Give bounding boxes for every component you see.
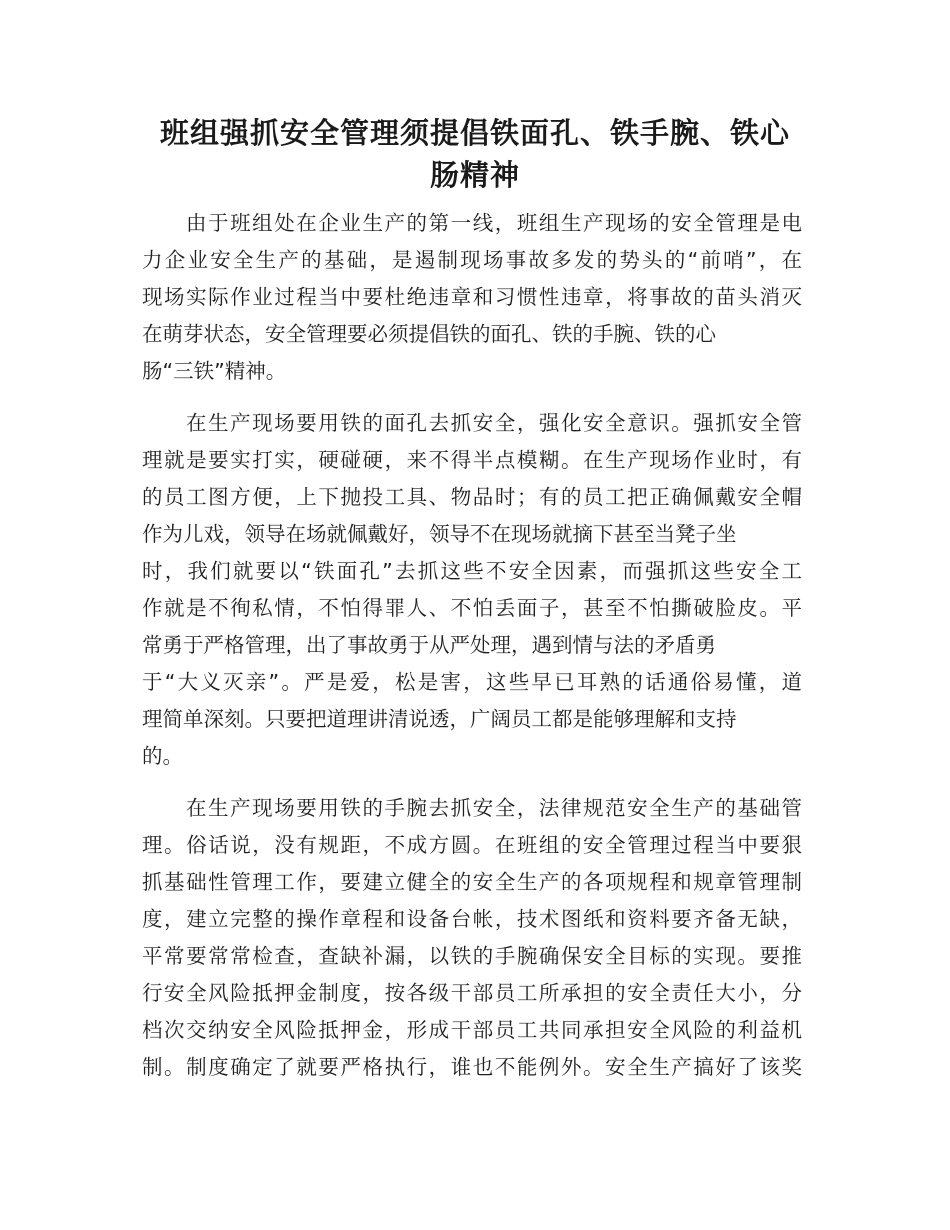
paragraph-line: 肠“三铁”精神。 (142, 359, 287, 383)
paragraph-line: 平常要常常检查，查缺补漏，以铁的手腕确保安全目标的实现。要推 (142, 944, 802, 968)
paragraph-line: 在生产现场要用铁的手腕去抓安全，法律规范安全生产的基础管 (186, 796, 802, 820)
paragraph-line: 时，我们就要以“铁面孔”去抓这些不安全因素，而强抓这些安全工 (142, 559, 802, 583)
document-title-line-1: 班组强抓安全管理须提倡铁面孔、铁手腕、铁心 (159, 116, 790, 150)
paragraph-line: 档次交纳安全风险抵押金，形成干部员工共同承担安全风险的利益机 (142, 1018, 802, 1042)
document-title-line-2: 肠精神 (429, 158, 520, 192)
paragraph-line: 度，建立完整的操作章程和设备台帐，技术图纸和资料要齐备无缺， (142, 907, 802, 931)
paragraph-line: 常勇于严格管理，出了事故勇于从严处理，遇到情与法的矛盾勇 (142, 633, 716, 657)
paragraph-line: 制。制度确定了就要严格执行，谁也不能例外。安全生产搞好了该奖 (142, 1055, 802, 1079)
paragraph-line: 在生产现场要用铁的面孔去抓安全，强化安全意识。强抓安全管 (186, 411, 802, 435)
paragraph-line: 在萌芽状态，安全管理要必须提倡铁的面孔、铁的手腕、铁的心 (142, 322, 716, 346)
paragraph-line: 的员工图方便，上下抛投工具、物品时；有的员工把正确佩戴安全帽 (142, 485, 802, 509)
paragraph-line: 于“大义灭亲”。严是爱，松是害，这些早已耳熟的话通俗易懂，道 (142, 670, 802, 694)
paragraph-line: 理就是要实打实，硬碰硬，来不得半点模糊。在生产现场作业时，有 (142, 448, 802, 472)
paragraph-line: 由于班组处在企业生产的第一线，班组生产现场的安全管理是电 (186, 211, 802, 235)
paragraph-line: 抓基础性管理工作，要建立健全的安全生产的各项规程和规章管理制 (142, 870, 802, 894)
paragraph-line: 力企业安全生产的基础，是遏制现场事故多发的势头的“前哨”，在 (142, 248, 802, 272)
paragraph-line: 的。 (142, 744, 183, 768)
paragraph-line: 现场实际作业过程当中要杜绝违章和习惯性违章，将事故的苗头消灭 (142, 285, 802, 309)
paragraph-line: 理简单深刻。只要把道理讲清说透，广阔员工都是能够理解和支持 (142, 707, 737, 731)
paragraph-line: 作就是不徇私情，不怕得罪人、不怕丢面子，甚至不怕撕破脸皮。平 (142, 596, 802, 620)
paragraph-line: 作为儿戏，领导在场就佩戴好，领导不在现场就摘下甚至当凳子坐 (142, 522, 737, 546)
paragraph-line: 理。俗话说，没有规距，不成方圆。在班组的安全管理过程当中要狠 (142, 833, 802, 857)
paragraph-line: 行安全风险抵押金制度，按各级干部员工所承担的安全责任大小，分 (142, 981, 802, 1005)
